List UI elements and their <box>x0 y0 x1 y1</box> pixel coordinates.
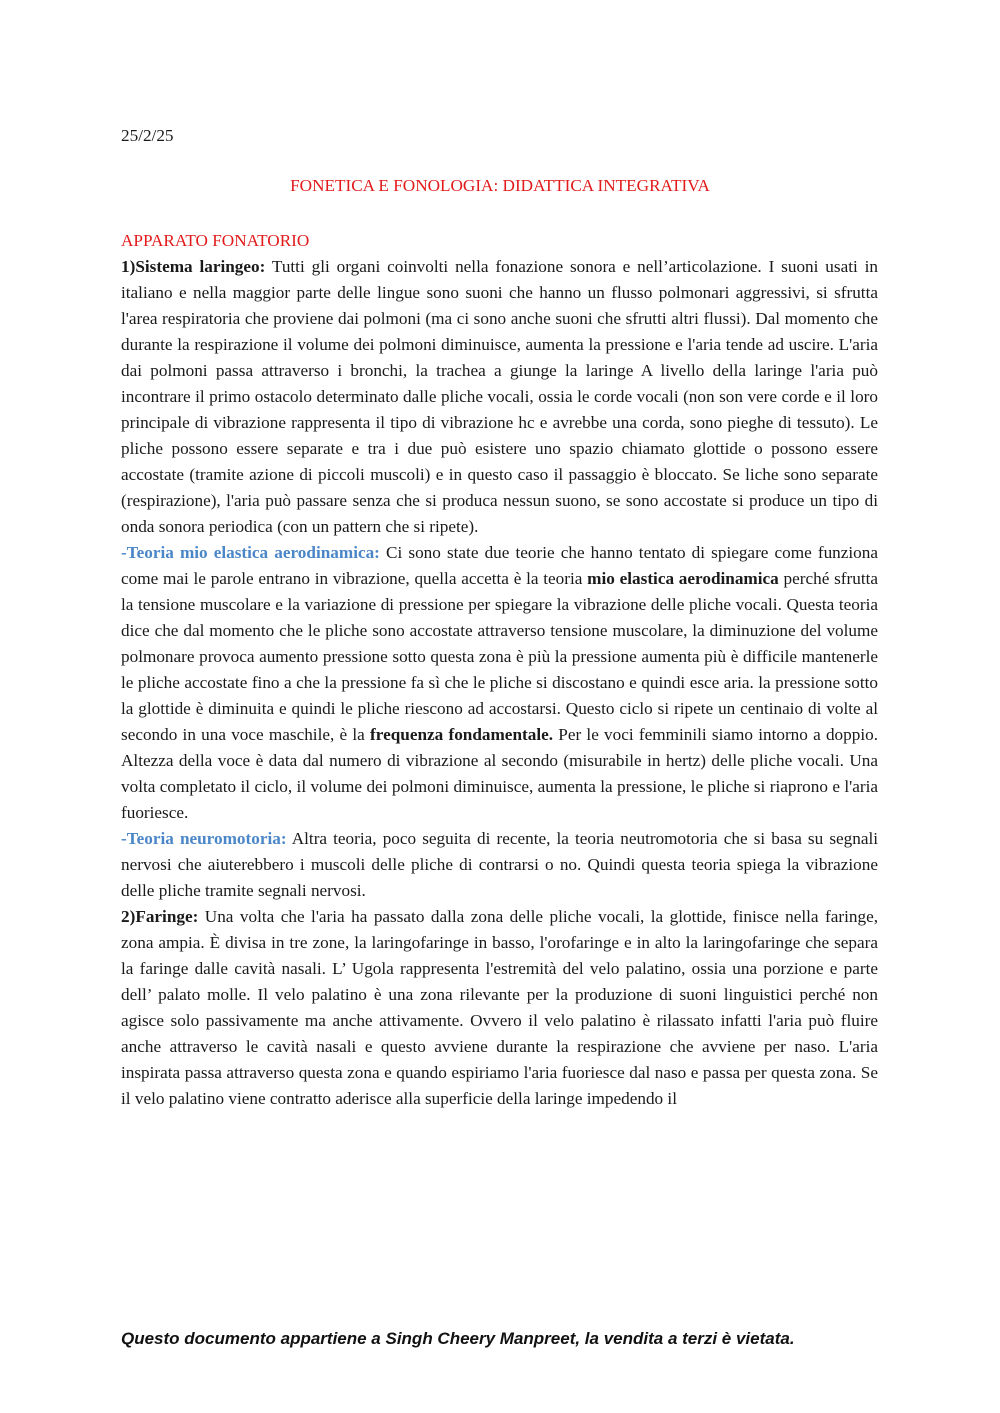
paragraph-heading: -Teoria mio elastica aerodinamica: <box>121 543 380 562</box>
document-title: FONETICA E FONOLOGIA: DIDATTICA INTEGRATIVA <box>290 176 710 195</box>
paragraph-text: perché sfrutta la tensione muscolare e la variazione di pressione per spiegare la vibrazione delle pliche vocali. Questa teoria dice che dal momento che le pliche sono accostate attraverso tensione muscolare, la diminuzione del volume polmonare provoca aumento pressione sotto questa zona è più la pressione aumenta più è difficile mantenerle le pliche accostate fino a che la pressione fa sì che le pliche si discostano e quindi esce aria. la pressione sotto la glottide è diminuita e quindi le pliche riescono ad accostarsi. Questo ciclo si ripete un centinaio di volte al secondo in una voce maschile, è la <box>121 569 878 744</box>
paragraph-sistema-laringeo <box>121 254 878 540</box>
paragraph-teoria-mio-elastica <box>121 540 878 826</box>
document-date: 25/2/25 <box>121 126 174 145</box>
paragraph-text: Altra teoria, poco seguita di recente, la teoria neutromotoria che si basa su segnali nervosi che aiuterebbero i muscoli delle pliche di contrarsi o no. Quindi questa teoria spiega la vibrazione delle pliche tramite segnali nervosi. <box>121 829 879 900</box>
document-body <box>121 228 878 1112</box>
paragraph-heading: 1)Sistema laringeo: <box>121 257 266 276</box>
paragraph-faringe <box>121 904 878 1112</box>
paragraph-text: Una volta che l'aria ha passato dalla zona delle pliche vocali, la glottide, finisce nella faringe, zona ampia. È divisa in tre zone, la laringofaringe in basso, l'orofaringe e in alto la laringofaringe che separa la faringe dalle cavità nasali. L’ Ugola rappresenta l'estremità del velo palatino, ossia una porzione e parte dell’ palato molle. Il velo palatino è una zona rilevante per la produzione di suoni linguistici perché non agisce solo passivamente ma anche attivamente. Ovvero il velo palatino è rilassato infatti l'aria può fluire anche attraverso le cavità nasali e questo avviene durante la respirazione che avviene per naso. L'aria inspirata passa attraverso questa zona e quando espiriamo l'aria fuoriesce dal naso e passa per questa zona. Se il velo palatino viene contratto aderisce alla superficie della laringe impedendo il <box>121 907 878 1108</box>
paragraph-teoria-neuromotoria <box>121 826 878 904</box>
bold-term: mio elastica aerodinamica <box>587 569 779 588</box>
paragraph-text: Per le voci femminili siamo intorno a doppio. Altezza della voce è data dal numero di vibrazione al secondo (misurabile in hertz) delle pliche vocali. Una volta completato il ciclo, il volume dei polmoni diminuisce, aumenta la pressione, le pliche si riaprono e l'aria fuoriesce. <box>121 725 878 822</box>
bold-term: frequenza fondamentale. <box>370 725 554 744</box>
section-heading: APPARATO FONATORIO <box>121 231 310 250</box>
paragraph-text: Tutti gli organi coinvolti nella fonazione sonora e nell’articolazione. I suoni usati in italiano e nella maggior parte delle lingue sono suoni che hanno un flusso polmonari aggressivi, si sfrutta l'area respiratoria che proviene dai polmoni (ma ci sono anche suoni che sfrutti altri flussi). Dal momento che durante la respirazione il volume dei polmoni diminuisce, aumenta la pressione e l'aria tende ad uscire. L'aria dai polmoni passa attraverso i bronchi, la trachea a giunge la laringe A livello della laringe l'aria può incontrare il primo ostacolo determinato dalle pliche vocali, ossia le corde vocali (non son vere corde e il loro principale di vibrazione rappresenta il tipo di vibrazione hc e avrebbe una corda, sono pieghe di tessuto). Le pliche possono essere separate e tra i due può esistere uno spazio chiamato glottide o possono essere accostate (tramite azione di piccoli muscoli) e in questo caso il passaggio è bloccato. Se liche sono separate (respirazione), l'aria può passare senza che si produca nessun suono, se sono accostate si produce un tipo di onda sonora periodica (con un pattern che si ripete). <box>121 257 878 536</box>
paragraph-text: Ci sono state due teorie che hanno tentato di spiegare come funziona come mai le parole entrano in vibrazione, quella accetta è la teoria <box>121 543 878 588</box>
paragraph-heading: 2)Faringe: <box>121 907 199 926</box>
document-footer: Questo documento appartiene a Singh Cheery Manpreet, la vendita a terzi è vietata. <box>121 1329 795 1348</box>
paragraph-heading: -Teoria neuromotoria: <box>121 829 287 848</box>
